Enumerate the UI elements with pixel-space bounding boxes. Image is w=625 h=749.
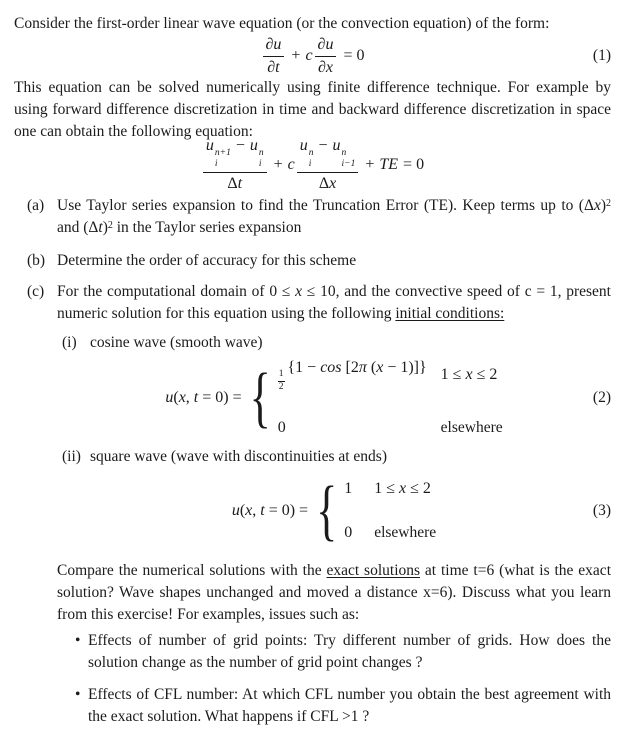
discretized-equation-math	[201, 137, 424, 194]
math-token: +	[365, 155, 375, 173]
math-token: x	[465, 366, 473, 383]
item-i	[62, 332, 611, 354]
math-token: π	[358, 359, 367, 377]
math-token: c	[305, 46, 313, 64]
math-token: u	[205, 136, 214, 154]
space-difference-fraction	[297, 137, 359, 194]
equation-1	[14, 35, 611, 77]
equation-2	[57, 359, 611, 436]
math-token: x	[245, 502, 253, 519]
item-c-label: (c)	[27, 283, 45, 300]
math-token: {1 −	[287, 359, 321, 377]
math-token: TE	[379, 155, 399, 173]
text-token: For the computational domain of 0 ≤	[57, 283, 296, 300]
item-a	[27, 195, 611, 239]
equation-3-number: (3)	[592, 502, 611, 519]
underlined-text: initial conditions:	[395, 305, 505, 322]
equation-1-number: (1)	[592, 47, 611, 64]
math-token	[297, 137, 359, 174]
math-token: c	[287, 155, 295, 173]
text-token: ≤ 10, and the convective speed of c = 1, present numeric solution for this equation using the following	[57, 283, 611, 322]
bullet-cfl-number-text: Effects of CFL number: At which CFL number you obtain the best agreement with the exact solution. What happens if CFL >1 ?	[88, 686, 611, 725]
cases-brace: {	[316, 472, 338, 549]
item-i-label: (i)	[62, 334, 77, 351]
math-token: 1	[278, 369, 285, 381]
math-token	[297, 173, 359, 193]
math-token: +	[273, 155, 283, 173]
equation-2-number: (2)	[592, 389, 611, 406]
superscript-2: 2	[606, 198, 611, 209]
cases-3-grid	[344, 478, 436, 544]
text-token: )	[600, 197, 606, 214]
method-text: This equation can be solved numerically using finite difference technique. For example by using forward difference discretization in time and backward difference discretization in space one can obtain the following equation:	[14, 79, 611, 140]
math-token: i	[308, 159, 312, 169]
math-token: t	[98, 219, 103, 236]
supsub	[259, 148, 264, 171]
math-token: n	[341, 147, 347, 158]
math-token: ∂u	[263, 36, 285, 57]
math-token	[203, 137, 267, 174]
text-token: Determine the order of accuracy for this scheme	[57, 252, 357, 269]
underlined-text: exact solutions	[326, 562, 421, 579]
bullet-icon: •	[75, 632, 81, 649]
math-token: 2	[278, 381, 284, 392]
math-token: x	[295, 283, 303, 300]
equation-3-lhs	[232, 502, 308, 520]
math-token: x	[376, 359, 384, 377]
cases-2	[250, 357, 503, 439]
bullet-grid-points	[75, 630, 611, 674]
text-token: and (Δ	[57, 219, 99, 236]
math-token: Δ	[318, 175, 330, 193]
text-token: in the Taylor series expansion	[112, 219, 302, 236]
math-token: ≤ 2	[406, 480, 431, 497]
item-c	[27, 281, 611, 325]
bullet-icon: •	[75, 686, 81, 703]
math-token: (	[239, 502, 246, 519]
math-token: i	[258, 159, 262, 169]
method-paragraph	[14, 77, 611, 143]
supsub	[342, 148, 356, 171]
math-token: ,	[252, 502, 261, 519]
math-token: = 0	[403, 155, 425, 173]
superscript-2: 2	[107, 220, 113, 231]
math-token: − 1)]}	[383, 359, 427, 377]
case-2-value: 0	[344, 524, 353, 541]
math-token: n+1	[214, 147, 231, 158]
text-token: at time t=6 (what is the exact solution? Wave shapes unchanged and moved a distance x=6). Discuss what you learn from this exercise! For examples, issues such as:	[57, 562, 611, 623]
math-token: cos	[320, 359, 342, 377]
math-token: Δ	[227, 175, 238, 193]
math-token: (	[173, 389, 179, 406]
equation-2-lhs	[165, 389, 241, 407]
case-1-value: 1	[344, 480, 353, 497]
item-a-text	[57, 195, 611, 239]
math-token: u	[165, 389, 174, 406]
compare-paragraph	[57, 560, 611, 626]
math-token: [2	[341, 359, 359, 377]
math-token: −	[318, 136, 328, 154]
math-token: ≤ 2	[472, 366, 498, 383]
item-b-text	[57, 250, 611, 272]
equation-3	[57, 472, 611, 549]
math-token: (	[366, 359, 377, 377]
math-token: ∂x	[317, 58, 333, 76]
bullet-grid-points-text: Effects of number of grid points: Try different number of grids. How does the solution change as the number of grid point changes ?	[88, 632, 611, 671]
math-token: x	[329, 175, 337, 193]
math-token: u	[249, 136, 258, 154]
math-token: +	[291, 46, 301, 64]
math-token: 1 ≤	[374, 480, 399, 497]
equation-1-math	[261, 36, 365, 77]
math-token: = 0) =	[198, 389, 242, 406]
cases-brace: {	[249, 359, 271, 436]
math-token: ∂u	[315, 36, 337, 57]
item-i-text	[90, 332, 611, 354]
math-token: −	[235, 136, 245, 154]
supsub	[215, 148, 231, 171]
bullet-cfl-number	[75, 684, 611, 728]
case-2-condition: elsewhere	[374, 524, 437, 541]
math-token: x	[398, 480, 407, 497]
discretized-equation	[14, 136, 611, 193]
item-c-text	[57, 281, 611, 325]
case-2-value: 0	[277, 418, 286, 436]
math-token	[203, 173, 267, 193]
text-token: )	[102, 219, 108, 236]
cases-2-grid	[278, 357, 503, 439]
math-token: ∂t	[267, 58, 280, 76]
math-token: ,	[185, 389, 194, 406]
text-token: cosine wave (smooth wave)	[90, 334, 263, 351]
case-1-expression	[278, 357, 427, 393]
math-token: i−1	[341, 159, 356, 169]
supsub	[309, 148, 314, 171]
cases-3	[316, 472, 437, 549]
item-a-label: (a)	[27, 197, 45, 214]
item-ii-text	[90, 446, 611, 468]
math-token: = 0) =	[264, 502, 309, 519]
math-token: = 0	[343, 46, 365, 64]
item-b	[27, 250, 611, 272]
item-ii-label: (ii)	[62, 448, 81, 465]
math-token: i	[214, 159, 218, 169]
dudx-fraction	[315, 36, 337, 77]
item-ii	[62, 446, 611, 468]
math-token: u	[231, 502, 240, 519]
text-token: Compare the numerical solutions with the	[57, 562, 327, 579]
one-half-fraction	[278, 369, 285, 393]
math-token: t	[193, 389, 199, 406]
math-token: n	[308, 147, 314, 158]
math-token: 1 ≤	[440, 366, 466, 383]
case-2-condition: elsewhere	[440, 418, 503, 436]
intro-paragraph	[14, 13, 611, 35]
case-1-condition	[441, 364, 498, 386]
math-token: u	[332, 136, 341, 154]
text-token: Use Taylor series expansion to find the Truncation Error (TE). Keep terms up to (Δ	[57, 197, 594, 214]
item-b-label: (b)	[27, 252, 46, 269]
math-token: t	[237, 175, 243, 193]
intro-text: Consider the first-order linear wave equation (or the convection equation) of the form:	[14, 15, 550, 32]
dudt-fraction	[263, 36, 285, 77]
case-1-condition	[374, 478, 431, 500]
math-token: x	[178, 389, 186, 406]
time-difference-fraction	[203, 137, 267, 194]
math-token: n	[258, 147, 264, 158]
math-token: u	[299, 136, 308, 154]
text-token: square wave (wave with discontinuities at ends)	[90, 448, 387, 465]
math-token: t	[260, 502, 265, 519]
math-token: x	[593, 197, 601, 214]
